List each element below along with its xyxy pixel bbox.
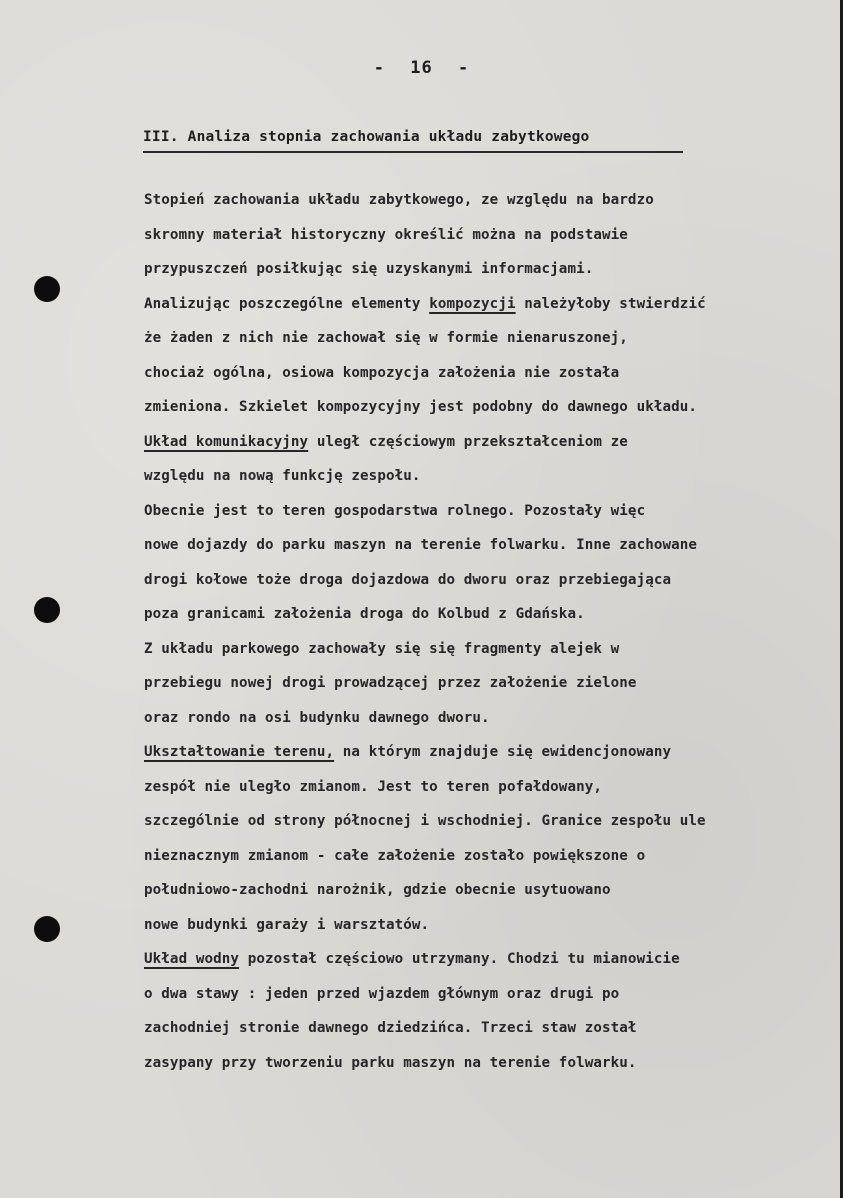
text-line: zespół nie uległo zmianom. Jest to teren pofałdowany, bbox=[144, 778, 603, 795]
punch-hole-middle bbox=[34, 597, 60, 623]
text-line: przebiegu nowej drogi prowadzącej przez założenie zielone bbox=[144, 675, 637, 691]
text-line: południowo-zachodni narożnik, gdzie obecnie usytuowano bbox=[144, 882, 611, 898]
text-line: przypuszczeń posiłkując się uzyskanymi informacjami. bbox=[144, 261, 594, 277]
text-line: zachodniej stronie dawnego dziedzińca. Trzeci staw został bbox=[144, 1020, 637, 1036]
underlined-term: Ukształtowanie terenu, bbox=[144, 744, 335, 760]
punch-hole-top bbox=[34, 276, 60, 302]
text-line: szczególnie od strony północnej i wschodniej. Granice zespołu ule bbox=[144, 813, 706, 829]
text-line: że żaden z nich nie zachował się w formie nienaruszonej, bbox=[144, 330, 628, 346]
text-line: Układ komunikacyjny uległ częściowym przekształceniom ze bbox=[144, 433, 628, 450]
text-line: nowe budynki garaży i warsztatów. bbox=[144, 916, 430, 933]
text-line: Z układu parkowego zachowały się się fragmenty alejek w bbox=[144, 640, 620, 657]
text-line: względu na nową funkcję zespołu. bbox=[144, 468, 421, 484]
underlined-term: Układ wodny bbox=[144, 951, 240, 967]
text-line: oraz rondo na osi budynku dawnego dworu. bbox=[144, 709, 490, 726]
punch-hole-bottom bbox=[34, 916, 60, 942]
text-line: skromny materiał historyczny określić można na podstawie bbox=[144, 226, 628, 243]
text-line: Stopień zachowania układu zabytkowego, ze względu na bardzo bbox=[144, 192, 654, 208]
text-line: Analizując poszczególne elementy kompozycji należyłoby stwierdzić bbox=[144, 295, 706, 312]
text-line: poza granicami założenia droga do Kolbud z Gdańska. bbox=[144, 606, 585, 622]
text-line: nieznacznym zmianom - całe założenie zostało powiększone o bbox=[144, 847, 646, 864]
underlined-term: Układ komunikacyjny bbox=[144, 433, 309, 450]
section-heading: III. Analiza stopnia zachowania układu zabytkowego bbox=[143, 129, 683, 153]
text-line: chociaż ogólna, osiowa kompozycja założenia nie została bbox=[144, 364, 620, 381]
page-number: - 16 - bbox=[373, 58, 470, 78]
text-line: Układ wodny pozostał częściowo utrzymany. Chodzi tu mianowicie bbox=[144, 951, 680, 967]
text-line: o dwa stawy : jeden przed wjazdem głównym oraz drugi po bbox=[144, 985, 620, 1002]
underlined-term: kompozycji bbox=[429, 295, 516, 312]
text-line: nowe dojazdy do parku maszyn na terenie folwarku. Inne zachowane bbox=[144, 537, 698, 553]
text-line: drogi kołowe toże droga dojazdowa do dworu oraz przebiegająca bbox=[144, 571, 672, 588]
text-line: Ukształtowanie terenu, na którym znajduje się ewidencjonowany bbox=[144, 744, 672, 760]
body-text bbox=[144, 183, 834, 1080]
text-line: zmieniona. Szkielet kompozycyjny jest podobny do dawnego układu. bbox=[144, 399, 698, 415]
text-line: Obecnie jest to teren gospodarstwa rolnego. Pozostały więc bbox=[144, 502, 646, 519]
text-line: zasypany przy tworzeniu parku maszyn na terenie folwarku. bbox=[144, 1054, 637, 1071]
